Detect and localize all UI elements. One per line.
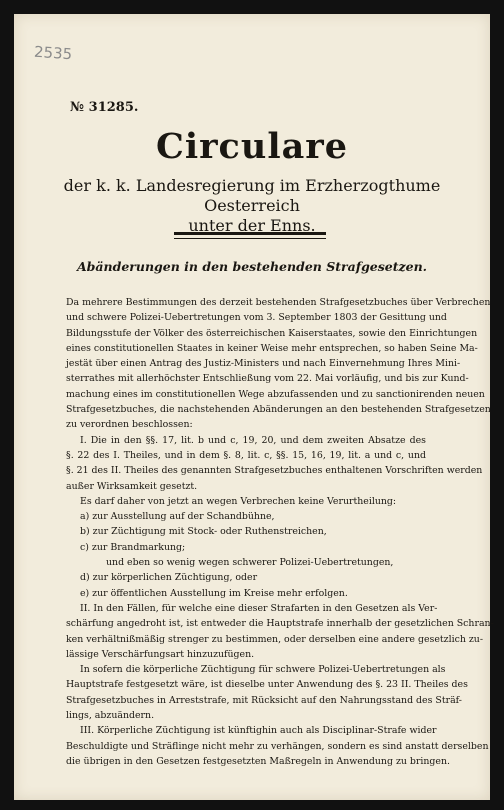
body-line: und eben so wenig wegen schwerer Polizei-Uebertretungen, — [106, 557, 394, 569]
body-line: schärfung angedroht ist, ist entweder die Hauptstrafe innerhalb der gesetzlichen Schran- — [66, 618, 494, 630]
body-line: c) zur Brandmarkung; — [80, 541, 186, 553]
pencil-annotation: 2535 — [33, 42, 73, 64]
title-rule-thick — [174, 232, 326, 235]
body-line: Strafgesetzbuches in Arreststrafe, mit Rücksicht auf den Nahrungsstand des Sträf- — [66, 694, 462, 706]
body-line: jestät über einen Antrag des Justiz-Ministers und nach Einvernehmung Ihres Mini- — [66, 358, 461, 370]
body-text — [66, 295, 494, 769]
body-line: II. In den Fällen, für welche eine dieser Strafarten in den Gesetzen als Ver- — [80, 602, 438, 614]
body-line: machung eines im constitutionellen Wege abzufassenden und zu sanctionirenden neuen — [66, 388, 485, 400]
body-line: eines constitutionellen Staates in keiner Weise mehr entsprechen, so haben Seine Ma- — [66, 342, 478, 354]
body-line: §. 22 des I. Theiles, und in dem §. 8, lit. c, §§. 15, 16, 19, lit. a und c, und — [66, 449, 426, 461]
body-line: Es darf daher von jetzt an wegen Verbrechen keine Verurtheilung: — [80, 495, 397, 507]
body-line: b) zur Züchtigung mit Stock- oder Ruthenstreichen, — [80, 526, 327, 538]
body-line: ken verhältnißmäßig strenger zu bestimmen, oder derselben eine andere gesetzlich zu- — [66, 633, 483, 645]
body-line: sterrathes mit allerhöchster Entschließung vom 22. Mai vorläufig, und bis zur Kund- — [66, 373, 469, 385]
body-line: lings, abzuändern. — [66, 710, 155, 722]
subtitle-line-1: der k. k. Landesregierung im Erzherzogthume Oesterreich — [63, 176, 441, 215]
body-line: e) zur öffentlichen Ausstellung im Kreise mehr erfolgen. — [80, 587, 348, 599]
body-line: III. Körperliche Züchtigung ist künftighin auch als Disciplinar-Strafe wider — [80, 725, 437, 737]
body-line: die übrigen in den Gesetzen festgesetzten Maßregeln in Anwendung zu bringen. — [66, 755, 450, 767]
document-title: Circulare — [155, 126, 349, 167]
body-line: Strafgesetzbuches, die nachstehenden Abänderungen an den bestehenden Strafgesetzen — [66, 404, 491, 416]
subtitle-line-2: unter der Enns. — [188, 216, 316, 235]
body-line: In sofern die körperliche Züchtigung für schwere Polizei-Uebertretungen als — [80, 664, 446, 676]
body-line: I. Die in den §§. 17, lit. b und c, 19, 20, und dem zweiten Absatze des — [80, 434, 426, 446]
body-line: und schwere Polizei-Uebertretungen vom 3. September 1803 der Gesittung und — [66, 312, 447, 324]
body-line: außer Wirksamkeit gesetzt. — [66, 480, 198, 492]
body-line: Hauptstrafe festgesetzt wäre, ist dieselbe unter Anwendung des §. 23 II. Theiles des — [66, 679, 468, 691]
body-line: a) zur Ausstellung auf der Schandbühne, — [80, 511, 275, 523]
body-line: d) zur körperlichen Züchtigung, oder — [80, 572, 258, 584]
body-line: Beschuldigte und Sträflinge nicht mehr zu verhängen, sondern es sind anstatt derselben — [66, 740, 489, 752]
body-line: lässige Verschärfungsart hinzuzufügen. — [66, 648, 255, 660]
section-heading: Abänderungen in den bestehenden Strafgesetzen. — [76, 259, 428, 274]
body-line: §. 21 des II. Theiles des genannten Strafgesetzbuches enthaltenen Vorschriften werden — [66, 465, 483, 477]
body-line: Da mehrere Bestimmungen des derzeit bestehenden Strafgesetzbuches über Verbrechen — [66, 297, 491, 308]
body-line: Bildungsstufe der Völker des österreichischen Kaiserstaates, sowie den Einrichtungen — [66, 327, 478, 339]
document-page — [14, 14, 494, 800]
document-subtitle — [14, 176, 490, 236]
title-rule-thin — [174, 238, 326, 239]
body-line: zu verordnen beschlossen: — [66, 419, 193, 431]
document-number: № 31285. — [70, 100, 139, 115]
